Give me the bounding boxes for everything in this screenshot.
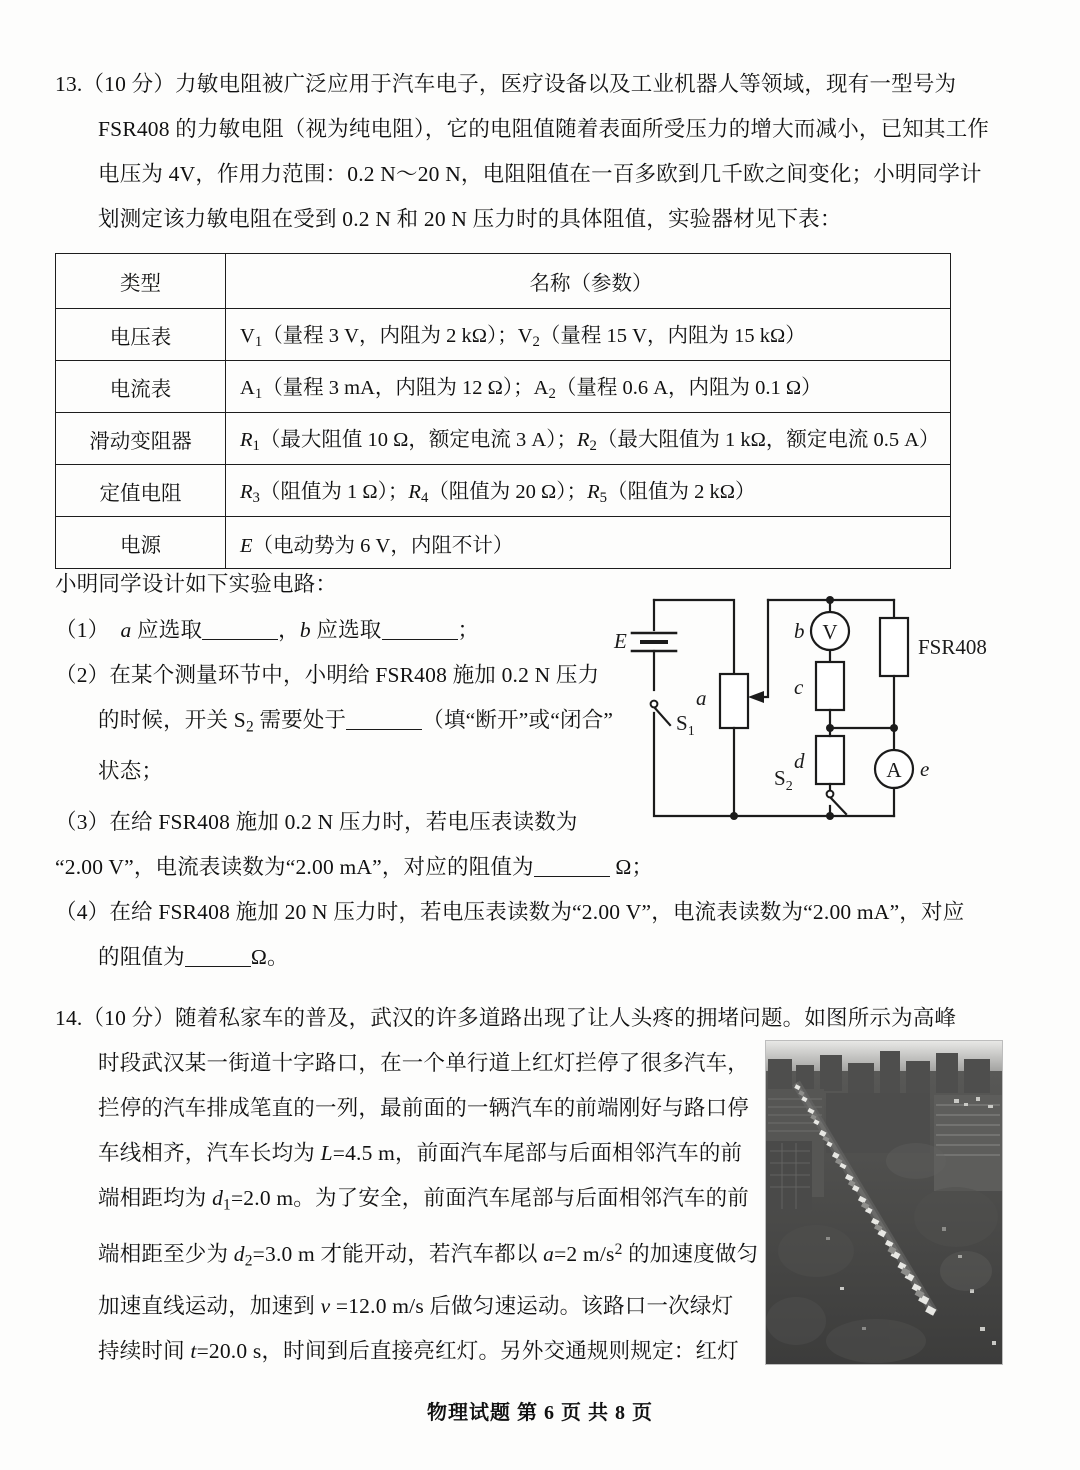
q13-sub3-line-2 [55, 845, 653, 890]
label-e: e [920, 757, 930, 781]
q14-line-2: 时段武汉某一街道十字路口，在一个单行道上红灯拦停了很多汽车， [98, 1051, 750, 1075]
q13-sub1-prefix: （1） [55, 618, 110, 642]
switch-s1-terminal [651, 701, 658, 708]
q14-line-6: 端相距至少为 $d_2=3.0$ m 才能开动，若汽车都以 a=2 $m/s^2$ 的加速度做匀 [98, 1241, 759, 1270]
q13-sub2-l2b: （填“断开”或“闭合” [422, 708, 614, 732]
answer-blank-s2[interactable] [346, 729, 422, 730]
label-fsr408: FSR408 [918, 635, 987, 659]
q14-line-1: 14.（10 分）随着私家车的普及，武汉的许多道路出现了让人头疼的拥堵问题。如图所示为高峰 [55, 1006, 957, 1030]
q13-sub4 [55, 890, 964, 980]
junction-dot [826, 724, 834, 732]
q14-line-3: 拦停的汽车排成笔直的一列，最前面的一辆汽车的前端刚好与路口停 [98, 1096, 750, 1120]
q13-sub4-line-2 [55, 935, 964, 980]
answer-blank-r1[interactable] [534, 876, 610, 877]
switch-s2-terminal [827, 791, 834, 798]
q13-sub3-line-1: （3）在给 FSR408 施加 0.2 N 压力时，若电压表读数为 [55, 810, 578, 834]
q14-line-8: 持续时间 t=20.0 s，时间到后直接亮红灯。另外交通规则规定：红灯 [98, 1338, 739, 1363]
label-E: E [614, 629, 627, 653]
q14-line-7: 加速直线运动，加速到 v =12.0 m/s 后做匀速运动。该路口一次绿灯 [98, 1293, 734, 1318]
page-footer: 物理试题 第 6 页 共 8 页 [427, 1402, 653, 1424]
table-row [56, 413, 951, 465]
question-13 [55, 62, 1025, 242]
table-cell-type: 电源 [56, 517, 226, 569]
q13-sub2-line-1: （2）在某个测量环节中，小明给 FSR408 施加 0.2 N 压力 [55, 663, 600, 687]
q13-sub1-tail: ； [457, 618, 480, 642]
q13-leadin-text: 小明同学设计如下实验电路： [55, 572, 338, 596]
q13-sub2-line-2 [55, 698, 613, 749]
table-header-row [56, 254, 951, 309]
q13-sub4-l2b: Ω。 [250, 945, 289, 969]
junction-dot [890, 724, 898, 732]
table-header-name: 名称（参数） [226, 254, 951, 309]
q13-line-2: FSR408 的力敏电阻（视为纯电阻），它的电阻值随着表面所受压力的增大而减小，已知其工作 [98, 117, 990, 141]
table-cell-type: 电流表 [56, 361, 226, 413]
q13-sub4-line-1: （4）在给 FSR408 施加 20 N 压力时，若电压表读数为“2.00 V”，电流表读数为“2.00 mA”，对应 [55, 900, 965, 924]
label-S1: $S_1$ [676, 711, 695, 739]
table-cell-type: 定值电阻 [56, 465, 226, 517]
table-cell-spec: E（电动势为 6 V，内阻不计） [226, 517, 951, 569]
label-a: a [696, 686, 707, 710]
q13-sub3-l2b: Ω； [615, 855, 654, 879]
q13-line-3: 电压为 4V，作用力范围：0.2 N～20 N，电阻阻值在一百多欧到几千欧之间变化；小明同学计 [98, 162, 982, 186]
table-cell-spec: $A_1$（量程 3 mA，内阻为 12 Ω）；$A_2$（量程 0.6 A，内阻为 0.1 Ω） [226, 361, 951, 413]
table-cell-spec: $V_1$（量程 3 V，内阻为 2 kΩ）；$V_2$（量程 15 V，内阻为 15 kΩ） [226, 309, 951, 361]
q13-sub1-line: （1） a 应选取 ，b 应选取 ； [55, 618, 480, 642]
label-S2: $S_2$ [774, 766, 793, 794]
q13-sub4-l2a: 的阻值为 [98, 945, 185, 969]
q13-sub1-sep: ， [278, 618, 300, 642]
table-row [56, 361, 951, 413]
q13-sub2-line-3: 状态； [98, 759, 164, 784]
answer-blank-a[interactable] [202, 639, 278, 640]
equipment-table [55, 253, 951, 569]
q13-sub3-l2a: “2.00 V”，电流表读数为“2.00 mA”，对应的阻值为 [55, 855, 534, 879]
label-c: c [794, 675, 804, 699]
voltmeter-icon: V [822, 620, 838, 644]
q13-line-4: 划测定该力敏电阻在受到 0.2 N 和 20 N 压力时的具体阻值，实验器材见下表： [98, 207, 842, 231]
table-row [56, 309, 951, 361]
q13-sub1 [55, 608, 479, 653]
junction-dot [826, 596, 834, 604]
q13-line-1: 13.（10 分）力敏电阻被广泛应用于汽车电子，医疗设备以及工业机器人等领域，现有一型号为 [55, 72, 957, 96]
q14-line-5: 端相距均为 $d_1=2.0$ m。为了安全，前面汽车尾部与后面相邻汽车的前 [98, 1186, 749, 1214]
table-cell-spec: $R_3$（阻值为 1 Ω）；$R_4$（阻值为 20 Ω）；$R_5$（阻值为 2 kΩ） [226, 465, 951, 517]
junction-dot [826, 812, 834, 820]
table-cell-spec: $R_1$（最大阻值 10 Ω，额定电流 3 A）；$R_2$（最大阻值为 1 kΩ，额定电流 0.5 A） [226, 413, 951, 465]
label-b: b [794, 619, 805, 643]
q14-line-4: 车线相齐，汽车长均为 L=4.5 m，前面汽车尾部与后面相邻汽车的前 [98, 1141, 743, 1165]
q13-sub2 [55, 653, 613, 794]
wiper-arrow [748, 691, 764, 703]
ammeter-icon: A [886, 758, 902, 782]
question-14 [55, 996, 957, 1374]
table-header-type: 类型 [56, 254, 226, 309]
traffic-jam-photo [765, 1040, 1003, 1365]
label-d: d [794, 749, 805, 773]
q13-leadin [55, 562, 337, 607]
q13-sub3 [55, 800, 653, 890]
circuit-diagram [608, 578, 1016, 830]
table-cell-type: 电压表 [56, 309, 226, 361]
q13-sub2-l2a: 的时候，开关 $S_2$ 需要处于 [98, 708, 347, 736]
table-row [56, 517, 951, 569]
answer-blank-r2[interactable] [185, 966, 251, 967]
table-row [56, 465, 951, 517]
junction-dot [730, 812, 738, 820]
answer-blank-b[interactable] [382, 639, 458, 640]
table-cell-type: 滑动变阻器 [56, 413, 226, 465]
